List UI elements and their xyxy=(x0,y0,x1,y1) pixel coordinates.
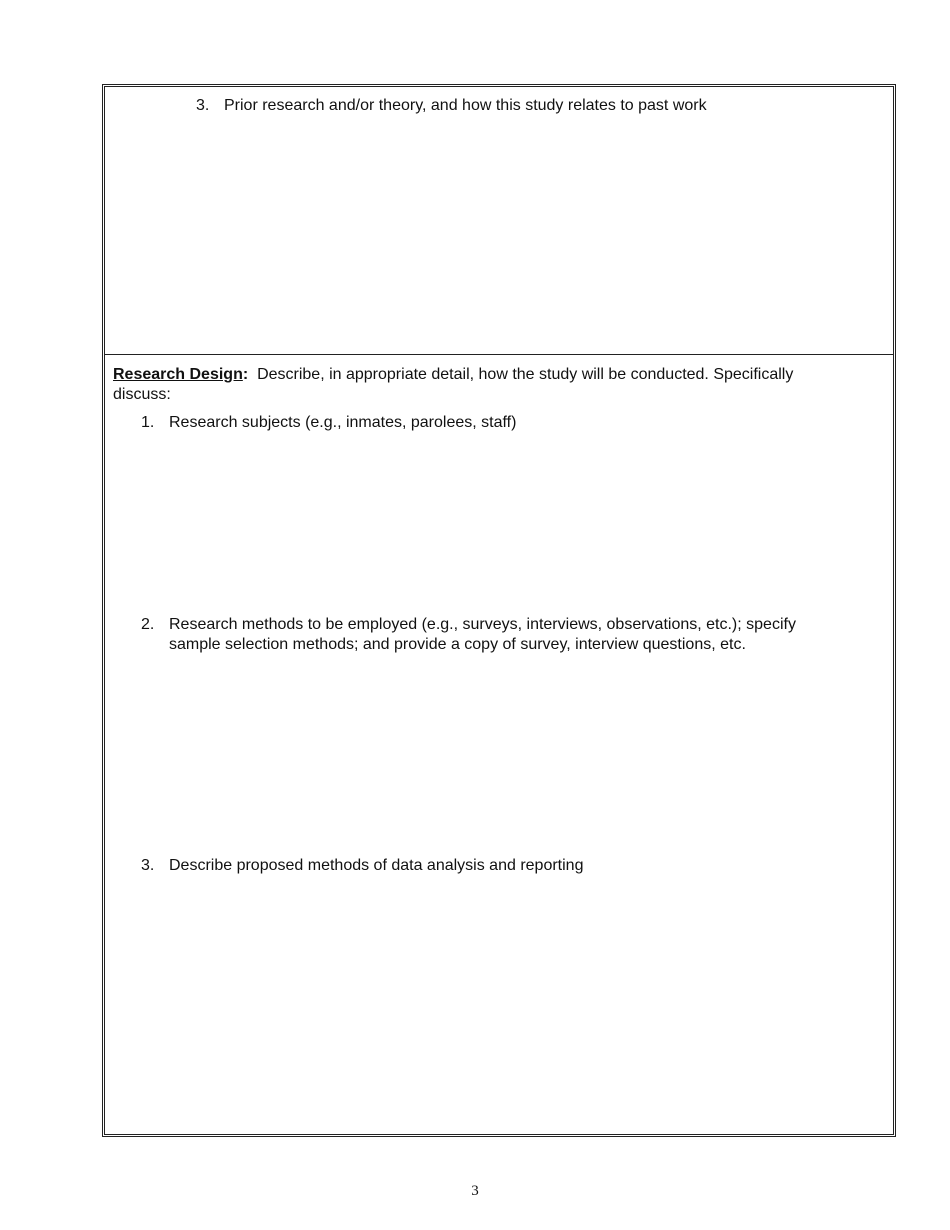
item-text: Research methods to be employed (e.g., surveys, interviews, observations, etc.); specify sample selection methods; and provide a copy of survey, interview questions, etc. xyxy=(169,616,796,653)
research-methods-item xyxy=(141,615,821,655)
item-text: Prior research and/or theory, and how this study relates to past work xyxy=(224,97,707,114)
item-number: 3. xyxy=(141,857,155,874)
item-text: Research subjects (e.g., inmates, parolees, staff) xyxy=(169,414,517,431)
prior-research-section xyxy=(105,87,893,355)
research-design-heading xyxy=(113,365,853,405)
item-number: 1. xyxy=(141,414,155,431)
item-number: 2. xyxy=(141,616,155,633)
research-design-colon: : xyxy=(242,366,249,383)
item-number: 3. xyxy=(196,97,210,114)
research-design-description: Describe, in appropriate detail, how the study will be conducted. Specifically discuss: xyxy=(113,366,798,403)
data-analysis-item xyxy=(141,856,853,876)
item-text: Describe proposed methods of data analysis and reporting xyxy=(169,857,584,874)
research-design-label: Research Design xyxy=(113,366,243,383)
research-subjects-item xyxy=(141,413,853,433)
page-number: 3 xyxy=(471,1183,479,1199)
form-frame xyxy=(102,84,896,1137)
research-design-section xyxy=(105,355,893,1134)
prior-research-item xyxy=(196,96,853,116)
